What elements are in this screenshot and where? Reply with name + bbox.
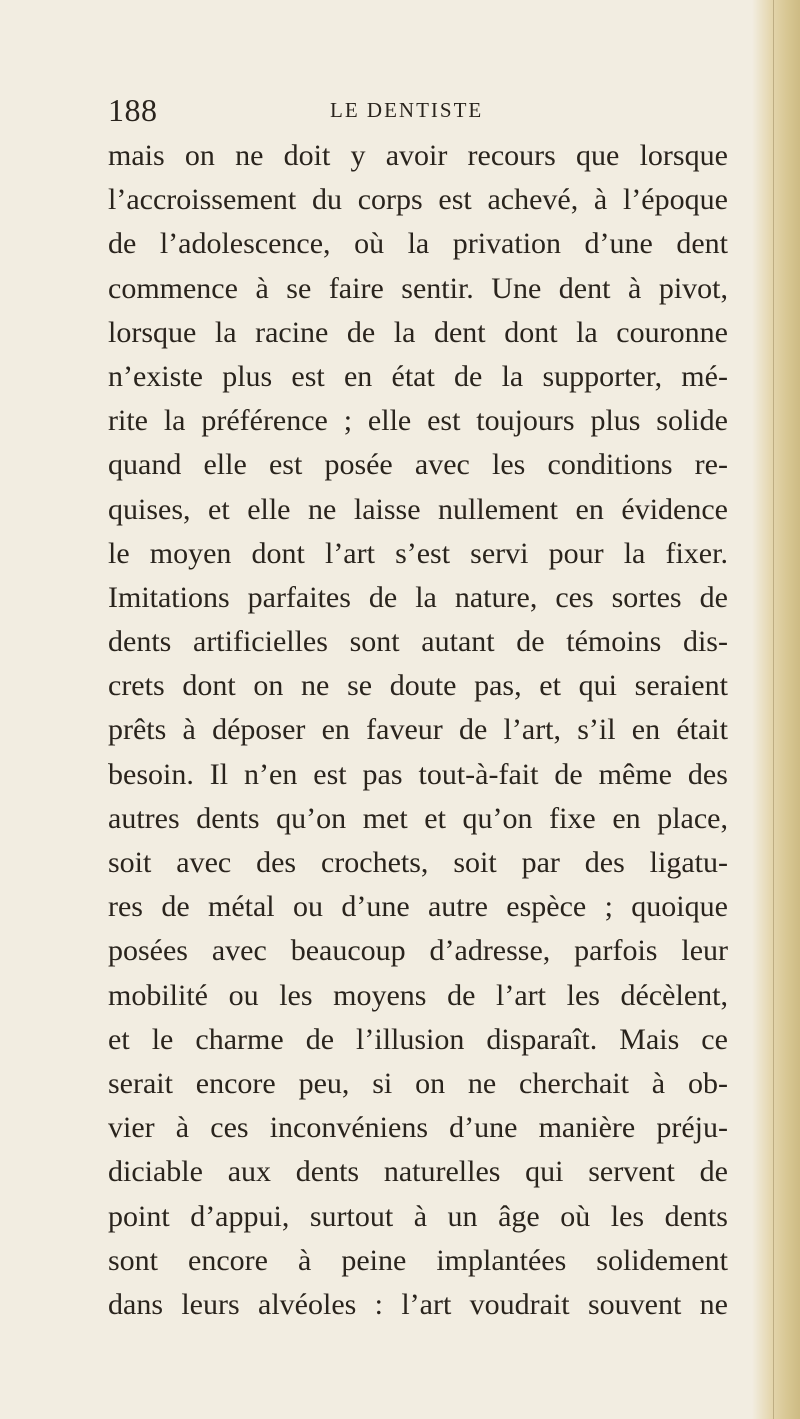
text-line: point d’appui, surtout à un âge où les dents xyxy=(108,1199,728,1233)
text-line: sont encore à peine implantées solidement xyxy=(108,1243,728,1277)
text-line: posées avec beaucoup d’adresse, parfois leur xyxy=(108,934,728,968)
text-line: le moyen dont l’art s’est servi pour la fixer. xyxy=(108,536,728,570)
text-line: l’accroissement du corps est achevé, à l’époque xyxy=(108,183,728,217)
text-line: et le charme de l’illusion disparaît. Mais ce xyxy=(108,1022,728,1056)
running-head: LE DENTISTE xyxy=(330,98,484,122)
text-line: quises, et elle ne laisse nullement en évidence xyxy=(108,492,728,526)
text-line: vier à ces inconvéniens d’une manière préju- xyxy=(108,1111,728,1145)
text-line: res de métal ou d’une autre espèce ; quoique xyxy=(108,890,728,924)
text-line: commence à se faire sentir. Une dent à pivot, xyxy=(108,271,728,305)
text-line: rite la préférence ; elle est toujours plus solide xyxy=(108,404,728,438)
text-line: lorsque la racine de la dent dont la couronne xyxy=(108,315,728,349)
page-fold-line xyxy=(773,0,774,1419)
text-line: de l’adolescence, où la privation d’une dent xyxy=(108,227,728,261)
text-line: prêts à déposer en faveur de l’art, s’il en était xyxy=(108,713,728,747)
text-line: Imitations parfaites de la nature, ces sortes de xyxy=(108,580,728,614)
text-line: mais on ne doit y avoir recours que lorsque xyxy=(108,139,728,172)
text-line: besoin. Il n’en est pas tout-à-fait de même des xyxy=(108,757,728,791)
text-line: n’existe plus est en état de la supporter, mé- xyxy=(108,359,728,393)
text-line: diciable aux dents naturelles qui servent de xyxy=(108,1155,728,1189)
page-number: 188 xyxy=(108,92,158,128)
text-line: soit avec des crochets, soit par des ligatu- xyxy=(108,846,728,879)
text-line: mobilité ou les moyens de l’art les décèlent, xyxy=(108,978,728,1012)
page-header xyxy=(108,90,728,130)
text-line: quand elle est posée avec les conditions re- xyxy=(108,448,728,482)
text-line: serait encore peu, si on ne cherchait à ob- xyxy=(108,1066,728,1100)
text-line: crets dont on ne se doute pas, et qui seraient xyxy=(108,669,728,703)
text-line: dans leurs alvéoles : l’art voudrait souvent ne xyxy=(108,1287,728,1321)
page-edge-shadow xyxy=(752,0,800,1419)
body-text xyxy=(108,134,728,1327)
text-line: dents artificielles sont autant de témoins dis- xyxy=(108,625,728,659)
text-line: autres dents qu’on met et qu’on fixe en place, xyxy=(108,801,728,835)
